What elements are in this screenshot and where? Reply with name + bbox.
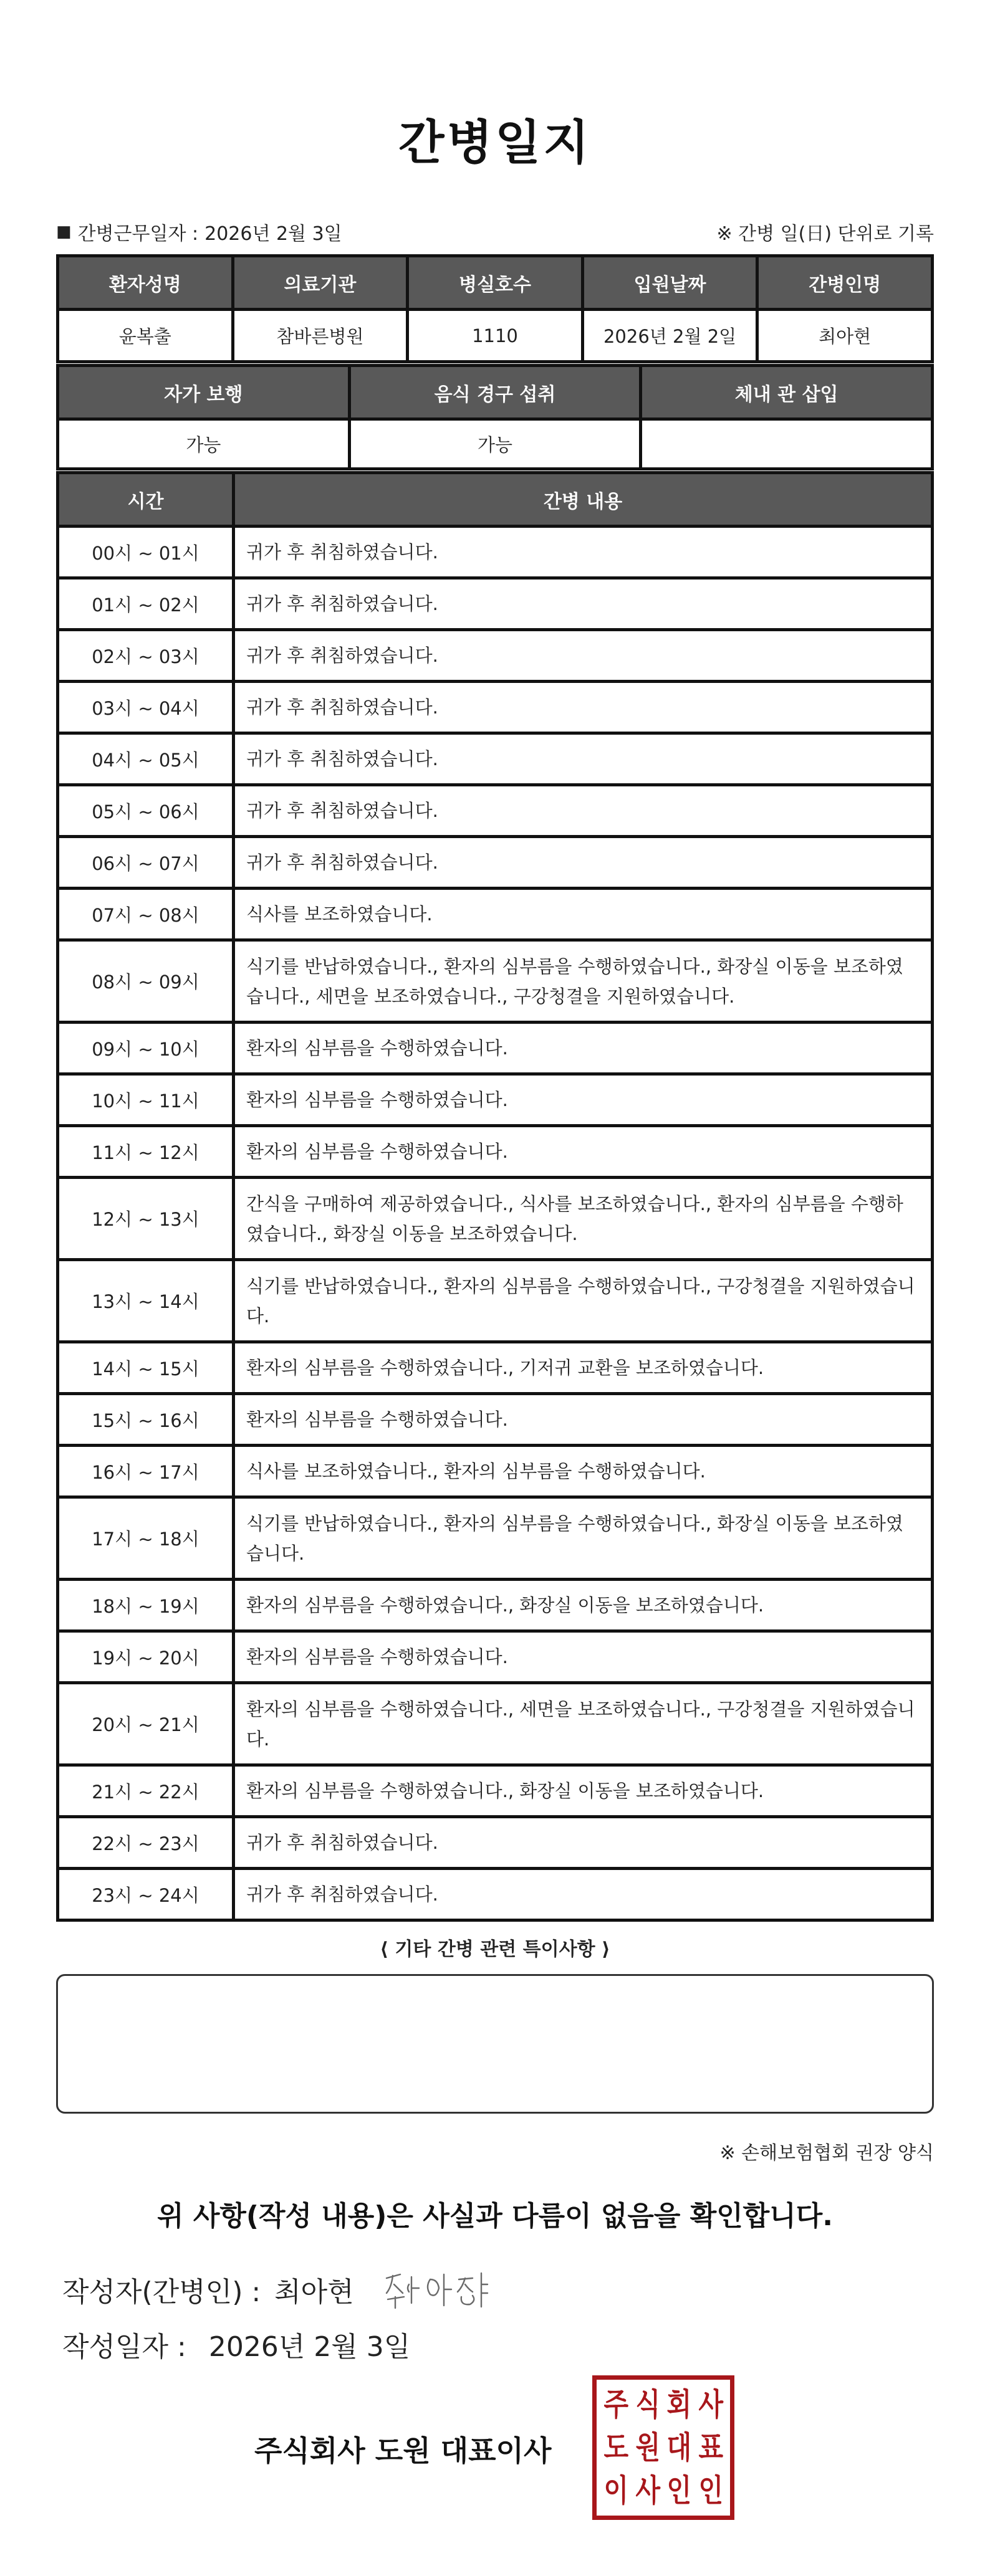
header-patient-name: 환자성명 bbox=[58, 256, 233, 310]
log-content: 귀가 후 취침하였습니다. bbox=[234, 527, 933, 578]
log-time: 17시 ~ 18시 bbox=[58, 1497, 234, 1580]
seal-char: 인 bbox=[666, 2472, 692, 2509]
seal-char: 이 bbox=[603, 2472, 629, 2509]
header-tube-insertion: 체내 관 삽입 bbox=[641, 366, 933, 419]
company-seal-stamp bbox=[592, 2375, 734, 2520]
admission-date: 2026년 2월 2일 bbox=[582, 310, 757, 362]
writer-line bbox=[62, 2266, 500, 2313]
log-time: 23시 ~ 24시 bbox=[58, 1869, 234, 1920]
log-row bbox=[58, 1126, 933, 1178]
log-row bbox=[58, 837, 933, 889]
seal-char: 인 bbox=[698, 2472, 723, 2509]
notes-title: ⟨ 기타 간병 관련 특이사항 ⟩ bbox=[380, 1939, 610, 1960]
log-time: 08시 ~ 09시 bbox=[58, 940, 234, 1023]
log-time: 19시 ~ 20시 bbox=[58, 1631, 234, 1683]
log-content: 식기를 반납하였습니다., 환자의 심부름을 수행하였습니다., 화장실 이동을 보조하였습니다. bbox=[234, 1497, 933, 1580]
log-content: 귀가 후 취침하였습니다. bbox=[234, 682, 933, 733]
patient-ability-table bbox=[56, 364, 934, 470]
log-row bbox=[58, 1869, 933, 1920]
tube-insertion-value bbox=[641, 419, 933, 469]
seal-char: 원 bbox=[635, 2429, 660, 2466]
log-time: 05시 ~ 06시 bbox=[58, 785, 234, 837]
self-walking-value: 가능 bbox=[58, 419, 350, 469]
work-date-label: 간병근무일자 : bbox=[77, 223, 199, 245]
log-row bbox=[58, 785, 933, 837]
log-time: 12시 ~ 13시 bbox=[58, 1178, 234, 1260]
log-time: 01시 ~ 02시 bbox=[58, 578, 234, 630]
header-room-number: 병실호수 bbox=[408, 256, 583, 310]
patient-info-table bbox=[56, 254, 934, 363]
seal-char: 사 bbox=[635, 2472, 660, 2509]
log-time: 20시 ~ 21시 bbox=[58, 1683, 234, 1765]
handwritten-signature bbox=[382, 2266, 500, 2313]
writer-name: 최아현 bbox=[274, 2276, 354, 2308]
log-content: 간식을 구매하여 제공하였습니다., 식사를 보조하였습니다., 환자의 심부름을 수행하였습니다., 화장실 이동을 보조하였습니다. bbox=[234, 1178, 933, 1260]
header-care-content: 간병 내용 bbox=[234, 473, 933, 527]
log-row bbox=[58, 940, 933, 1023]
hospital-name: 참바른병원 bbox=[233, 310, 408, 362]
log-row bbox=[58, 1394, 933, 1446]
log-row bbox=[58, 889, 933, 940]
log-content: 환자의 심부름을 수행하였습니다. bbox=[234, 1023, 933, 1074]
header-time: 시간 bbox=[58, 473, 234, 527]
document-title: 간병일지 bbox=[398, 115, 592, 170]
caregiver-name: 최아현 bbox=[757, 310, 933, 362]
log-content: 환자의 심부름을 수행하였습니다. bbox=[234, 1074, 933, 1126]
square-bullet-icon: ■ bbox=[56, 222, 72, 241]
log-time: 06시 ~ 07시 bbox=[58, 837, 234, 889]
log-time: 16시 ~ 17시 bbox=[58, 1446, 234, 1497]
seal-char: 도 bbox=[603, 2429, 629, 2466]
log-row bbox=[58, 630, 933, 682]
special-notes-box bbox=[56, 1974, 934, 2114]
log-row bbox=[58, 1497, 933, 1580]
log-row bbox=[58, 527, 933, 578]
header-caregiver-name: 간병인명 bbox=[757, 256, 933, 310]
header-oral-intake: 음식 경구 섭취 bbox=[349, 366, 641, 419]
company-representative: 주식회사 도원 대표이사 bbox=[254, 2434, 552, 2468]
log-row bbox=[58, 1817, 933, 1869]
header-admission-date: 입원날짜 bbox=[582, 256, 757, 310]
log-time: 11시 ~ 12시 bbox=[58, 1126, 234, 1178]
log-content: 식기를 반납하였습니다., 환자의 심부름을 수행하였습니다., 구강청결을 지원하였습니다. bbox=[234, 1260, 933, 1342]
log-time: 07시 ~ 08시 bbox=[58, 889, 234, 940]
log-time: 14시 ~ 15시 bbox=[58, 1342, 234, 1394]
source-note: ※ 손해보험협회 권장 양식 bbox=[719, 2142, 934, 2164]
log-content: 귀가 후 취침하였습니다. bbox=[234, 630, 933, 682]
log-row bbox=[58, 1074, 933, 1126]
log-content: 귀가 후 취침하였습니다. bbox=[234, 785, 933, 837]
seal-char: 대 bbox=[666, 2429, 692, 2466]
log-content: 환자의 심부름을 수행하였습니다., 기저귀 교환을 보조하였습니다. bbox=[234, 1342, 933, 1394]
log-content: 환자의 심부름을 수행하였습니다., 세면을 보조하였습니다., 구강청결을 지원하였습니다. bbox=[234, 1683, 933, 1765]
log-content: 귀가 후 취침하였습니다. bbox=[234, 733, 933, 785]
log-content: 귀가 후 취침하였습니다. bbox=[234, 578, 933, 630]
log-row bbox=[58, 1683, 933, 1765]
log-content: 환자의 심부름을 수행하였습니다., 화장실 이동을 보조하였습니다. bbox=[234, 1580, 933, 1631]
log-row bbox=[58, 1765, 933, 1817]
log-row bbox=[58, 1342, 933, 1394]
seal-char: 회 bbox=[666, 2387, 692, 2423]
log-row bbox=[58, 682, 933, 733]
log-time: 10시 ~ 11시 bbox=[58, 1074, 234, 1126]
log-content: 환자의 심부름을 수행하였습니다. bbox=[234, 1631, 933, 1683]
work-date bbox=[56, 218, 342, 246]
seal-char: 식 bbox=[635, 2387, 660, 2423]
log-row bbox=[58, 1631, 933, 1683]
written-date-label: 작성일자 : bbox=[62, 2331, 186, 2363]
log-content: 환자의 심부름을 수행하였습니다., 화장실 이동을 보조하였습니다. bbox=[234, 1765, 933, 1817]
work-date-value: 2026년 2월 3일 bbox=[204, 223, 342, 245]
log-row bbox=[58, 1260, 933, 1342]
log-time: 15시 ~ 16시 bbox=[58, 1394, 234, 1446]
log-time: 21시 ~ 22시 bbox=[58, 1765, 234, 1817]
oral-intake-value: 가능 bbox=[349, 419, 641, 469]
seal-characters bbox=[600, 2383, 726, 2512]
header-hospital: 의료기관 bbox=[233, 256, 408, 310]
log-time: 03시 ~ 04시 bbox=[58, 682, 234, 733]
log-time: 18시 ~ 19시 bbox=[58, 1580, 234, 1631]
seal-char: 사 bbox=[698, 2387, 723, 2423]
unit-note: ※ 간병 일(日) 단위로 기록 bbox=[716, 223, 934, 245]
meta-row bbox=[56, 218, 934, 246]
care-log-rows bbox=[58, 527, 933, 1920]
written-date-value: 2026년 2월 3일 bbox=[208, 2331, 411, 2363]
log-content: 식기를 반납하였습니다., 환자의 심부름을 수행하였습니다., 화장실 이동을 보조하였습니다., 세면을 보조하였습니다., 구강청결을 지원하였습니다. bbox=[234, 940, 933, 1023]
seal-char: 주 bbox=[603, 2387, 629, 2423]
written-date-line bbox=[62, 2324, 410, 2364]
confirmation-statement: 위 사항(작성 내용)은 사실과 다름이 없음을 확인합니다. bbox=[157, 2200, 833, 2232]
log-row bbox=[58, 1178, 933, 1260]
log-row bbox=[58, 1446, 933, 1497]
log-row bbox=[58, 1023, 933, 1074]
log-time: 13시 ~ 14시 bbox=[58, 1260, 234, 1342]
log-row bbox=[58, 733, 933, 785]
log-content: 귀가 후 취침하였습니다. bbox=[234, 1817, 933, 1869]
patient-name: 윤복출 bbox=[58, 310, 233, 362]
log-content: 귀가 후 취침하였습니다. bbox=[234, 1869, 933, 1920]
writer-label: 작성자(간병인) : bbox=[62, 2276, 261, 2308]
log-content: 환자의 심부름을 수행하였습니다. bbox=[234, 1126, 933, 1178]
log-row bbox=[58, 1580, 933, 1631]
log-content: 식사를 보조하였습니다. bbox=[234, 889, 933, 940]
log-time: 09시 ~ 10시 bbox=[58, 1023, 234, 1074]
header-self-walking: 자가 보행 bbox=[58, 366, 350, 419]
log-time: 22시 ~ 23시 bbox=[58, 1817, 234, 1869]
room-number: 1110 bbox=[408, 310, 583, 362]
log-content: 식사를 보조하였습니다., 환자의 심부름을 수행하였습니다. bbox=[234, 1446, 933, 1497]
log-time: 02시 ~ 03시 bbox=[58, 630, 234, 682]
log-time: 04시 ~ 05시 bbox=[58, 733, 234, 785]
seal-char: 표 bbox=[698, 2429, 723, 2466]
care-log-table bbox=[56, 471, 934, 1922]
log-content: 귀가 후 취침하였습니다. bbox=[234, 837, 933, 889]
log-time: 00시 ~ 01시 bbox=[58, 527, 234, 578]
log-row bbox=[58, 578, 933, 630]
log-content: 환자의 심부름을 수행하였습니다. bbox=[234, 1394, 933, 1446]
